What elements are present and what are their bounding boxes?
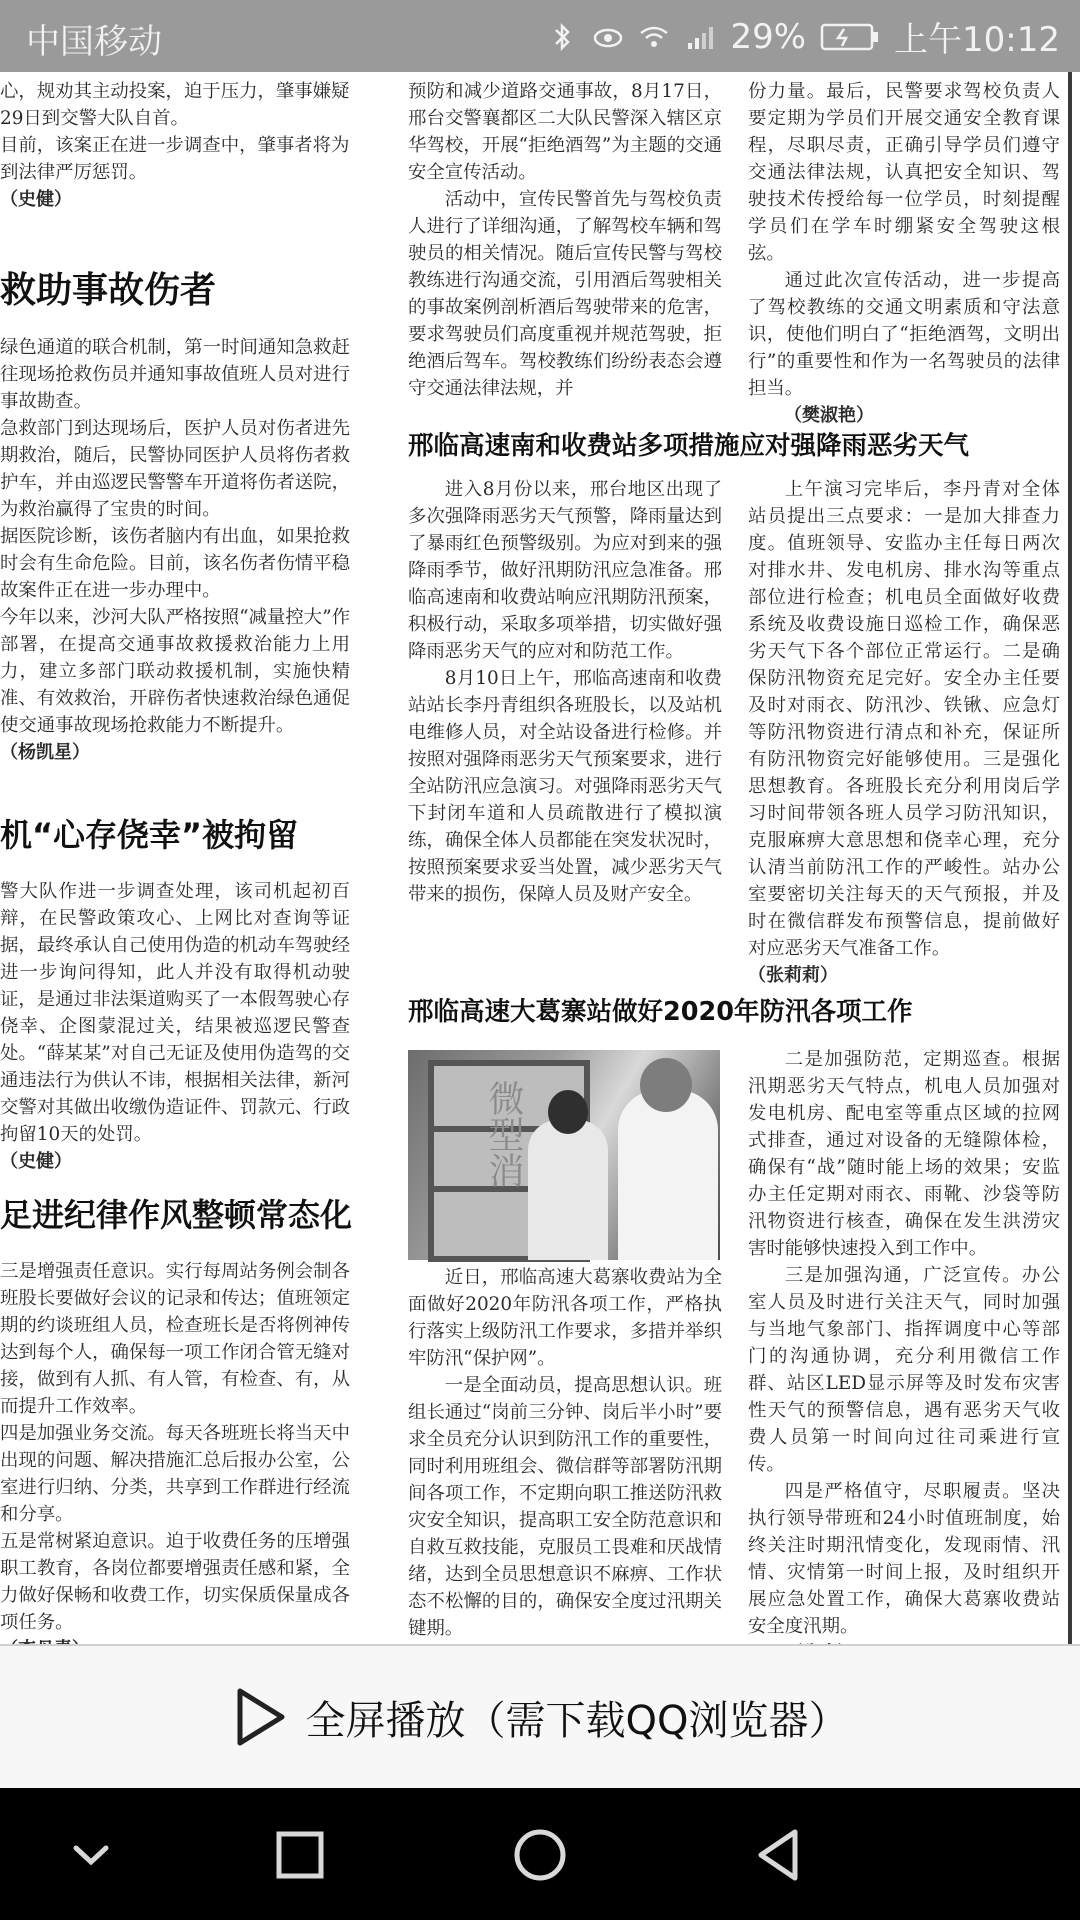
text-line: 29日到交警大队自首。 — [0, 108, 189, 129]
photo-person — [618, 1090, 718, 1260]
paragraph: 一是全面动员，提高思想认识。班组长通过“岗前三分钟、岗后半小时”要求全员充分认识到防汛工作的重要性，同时利用班组会、微信群等部署防汛期间各项工作，不定期向职工推送防汛救灾安全知识，提高职工安全防范意识和自救互救技能，克服员工畏难和厌战情绪，达到全员思想意识不麻痹、工作状态不松懈的目的，确保安全度过汛期关键期。 — [408, 1375, 722, 1639]
text-line: 到法律严厉惩罚。 — [0, 162, 148, 183]
paragraph: 上午演习完毕后，李丹青对全体站员提出三点要求：一是加大排查力度。值班领导、安监办主任每日两次对排水井、发电机房、排水沟等重点部位进行检查；机电员全面做好收费系统及收费设施日巡检工作，确保恶劣天气下各个部位正常运行。二是确保防汛物资充足完好。安全办主任要及时对雨衣、防汛沙、铁锹、应急灯等防汛物资进行清点和补充，保证所有防汛物资完好能够使用。三是强化思想教育。各班股长充分利用岗后学习时间带领各班人员学习防汛知识，克服麻痹大意思想和侥幸心理，充分认清当前防汛工作的严峻性。站办公室要密切关注每天的天气预报，并及时在微信群发布预警信息，提前做好对应恶劣天气准备工作。 — [748, 479, 1060, 959]
fullscreen-play-label: 全屏播放（需下载QQ浏览器） — [305, 1697, 849, 1744]
article-discipline-body — [0, 1258, 350, 1663]
paragraph: 四是严格值守，尽职履责。坚决执行领导带班和24小时值班制度，始终关注时期汛情变化，发现雨情、汛情、灾情第一时间上报，及时组织开展应急处置工作，确保大葛寨收费站安全度汛期。 — [748, 1481, 1060, 1637]
status-icons — [546, 12, 1060, 61]
paragraph: 三是增强责任意识。实行每周站务例会制各班股长要做好会议的记录和传达；值班领定期的约谈班组人员，检查班长是否将例神传达到每个人，确保每一项工作闭合管无缝对接，做到有人抓、有人管，有检查、有，从而提升工作效率。 — [0, 1261, 350, 1417]
recents-square-icon[interactable] — [265, 1820, 335, 1890]
photo-sign-text: 微型消 — [483, 1080, 524, 1188]
4g-signal-icon — [684, 21, 716, 53]
home-circle-icon[interactable] — [505, 1820, 575, 1890]
paragraph: 今年以来，沙河大队严格按照“减量控大”作部署，在提高交通事故救援救治能力上用力，建立多部门联动救援机制，实施快精准、有效救治，开辟伤者快速救治绿色通促使交通事故现场抢救能力不断提升。 — [0, 607, 350, 736]
news-photo[interactable] — [408, 1050, 720, 1260]
left-top-fragment — [0, 78, 350, 213]
paragraph: 活动中，宣传民警首先与驾校负责人进行了详细沟通，了解驾校车辆和驾驶员的相关情况。随后宣传民警与驾校教练进行沟通交流，引用酒后驾驶相关的事故案例剖析酒后驾驶带来的危害，要求驾驶员们高度重视并规范驾驶，拒绝酒后驾车。驾校教练们纷纷表态会遵守交通法律法规，并 — [408, 189, 722, 399]
text-line: 目前，该案正在进一步调查中，肇事者将为 — [0, 135, 350, 156]
byline: （史健） — [0, 189, 72, 210]
battery-icon — [820, 22, 880, 52]
paragraph: 进入8月份以来，邢台地区出现了多次强降雨恶劣天气预警，降雨量达到了暴雨红色预警级别。为应对到来的强降雨季节，做好汛期防汛应急准备。邢临高速南和收费站响应汛期防汛预案，积极行动，采取多项举措，切实做好强降雨恶劣天气的应对和防范工作。 — [408, 479, 722, 662]
article-drunk-col2 — [748, 78, 1060, 429]
paragraph: 二是加强防范，定期巡查。根据汛期恶劣天气特点，机电人员加强对发电机房、配电室等重点区域的拉网式排查，通过对设备的无缝隙体检，确保有“战”随时能上场的效果；安监办主任定期对雨衣、雨靴、沙袋等防汛物资进行核查，确保在发生洪涝灾害时能够快速投入到工作中。 — [748, 1049, 1060, 1259]
carrier-name: 中国移动 — [26, 22, 162, 62]
battery-percent: 29% — [730, 16, 807, 57]
byline: （杨凯星） — [0, 742, 90, 763]
article-flood-col1 — [408, 1264, 722, 1642]
article-rain-col1 — [408, 476, 722, 908]
paragraph: 据医院诊断，该伤者脑内有出血，如果抢救时会有生命危险。目前，该名伤者伤情平稳故案件正在进一步办理中。 — [0, 526, 350, 601]
headline-driver: 机“心存侥幸”被拘留 — [0, 816, 299, 854]
bluetooth-icon — [546, 21, 578, 53]
newspaper-page[interactable] — [0, 72, 1080, 1644]
play-icon — [232, 1685, 288, 1749]
text-line: 心，规劝其主动投案，迫于压力，肇事嫌疑 — [0, 81, 350, 102]
photo-person-head — [548, 1090, 588, 1134]
eye-comfort-icon — [592, 21, 624, 53]
paragraph: 近日，邢临高速大葛寨收费站为全面做好2020年防汛各项工作，严格执行落实上级防汛工作要求，多措并举织牢防汛“保护网”。 — [408, 1267, 722, 1369]
photo-person — [528, 1120, 608, 1260]
article-flood-col2 — [748, 1046, 1060, 1667]
paragraph: 五是常树紧迫意识。迫于收费任务的压增强职工教育，各岗位都要增强责任感和紧，全力做好保畅和收费工作，切实保质保量成各项任务。 — [0, 1531, 350, 1633]
byline: （史健） — [0, 1151, 72, 1172]
headline-discipline: 足进纪律作风整顿常态化 — [0, 1196, 353, 1234]
page-edge-border — [1068, 72, 1072, 1644]
article-rescue-body — [0, 334, 350, 766]
paragraph: 绿色通道的联合机制，第一时间通知急救赶往现场抢救伤员并通知事故值班人员对进行事故勘查。 — [0, 337, 350, 412]
paragraph: 份力量。最后，民警要求驾校负责人要定期为学员们开展交通安全教育课程，尽职尽责，正确引导学员们遵守交通法律法规，认真把安全知识、驾驶技术传授给每一位学员，时刻提醒学员们在学车时绷紧安全驾驶这根弦。 — [748, 81, 1060, 264]
byline: （张莉莉） — [748, 965, 838, 986]
article-drunk-col1 — [408, 78, 722, 402]
paragraph: 三是加强沟通，广泛宣传。办公室人员及时进行关注天气，同时加强与当地气象部门、指挥调度中心等部门的沟通协调，充分利用微信工作群、站区LED显示屏等及时发布灾害性天气的预警信息，遇有恶劣天气收费人员第一时间向过往司乘进行宣传。 — [748, 1265, 1060, 1475]
byline: （樊淑艳） — [784, 405, 874, 426]
fullscreen-play-button[interactable] — [0, 1646, 1080, 1788]
headline-rain: 邢临高速南和收费站多项措施应对强降雨恶劣天气 — [408, 431, 970, 461]
headline-flood: 邢临高速大葛寨站做好2020年防汛各项工作 — [408, 997, 913, 1027]
paragraph: 预防和减少道路交通事故，8月17日，邢台交警襄都区二大队民警深入辖区京华驾校，开展“拒绝酒驾”为主题的交通安全宣传活动。 — [408, 81, 722, 183]
paragraph: 警大队作进一步调查处理，该司机起初百辩，在民警政策攻心、上网比对查询等证据，最终承认自己使用伪造的机动车驾驶经进一步询问得知，此人并没有取得机动驶证，是通过非法渠道购买了一本假驾驶心存侥幸、企图蒙混过关，结果被巡逻民警查处。“薛某某”对自己无证及使用伪造驾的交通违法行为供认不讳，根据相关法律，新河交警对其做出收缴伪造证件、罚款元、行政拘留10天的处罚。 — [0, 881, 350, 1145]
headline-rescue: 救助事故伤者 — [0, 270, 217, 311]
clock: 上午10:12 — [894, 20, 1060, 60]
collapse-chevron-icon[interactable] — [56, 1820, 126, 1890]
paragraph: 四是加强业务交流。每天各班班长将当天中出现的问题、解决措施汇总后报办公室，公室进行归纳、分类，共享到工作群进行经流和分享。 — [0, 1423, 350, 1525]
paragraph: 急救部门到达现场后，医护人员对伤者进先期救治，随后，民警协同医护人员将伤者救护车，并由巡逻民警警车开道将伤者送院，为救治赢得了宝贵的时间。 — [0, 418, 350, 520]
wifi-icon — [638, 21, 670, 53]
back-triangle-icon[interactable] — [745, 1820, 815, 1890]
article-driver-body — [0, 878, 350, 1175]
paragraph: 通过此次宣传活动，进一步提高了驾校教练的交通文明素质和守法意识，使他们明白了“拒绝酒驾，文明出行”的重要性和作为一名驾驶员的法律担当。 — [748, 270, 1060, 399]
photo-person-head — [640, 1058, 692, 1112]
system-nav-bar — [0, 1788, 1080, 1920]
status-bar — [0, 0, 1080, 72]
paragraph: 8月10日上午，邢临高速南和收费站站长李丹青组织各班股长，以及站机电维修人员，对全站设备进行检修。并按照对强降雨恶劣天气预案要求，进行全站防汛应急演习。对强降雨恶劣天气下封闭车道和人员疏散进行了模拟演练，确保全体人员都能在突发状况时，按照预案要求妥当处置，减少恶劣天气带来的损伤，保障人员及财产安全。 — [408, 668, 722, 905]
article-rain-col2 — [748, 476, 1060, 989]
